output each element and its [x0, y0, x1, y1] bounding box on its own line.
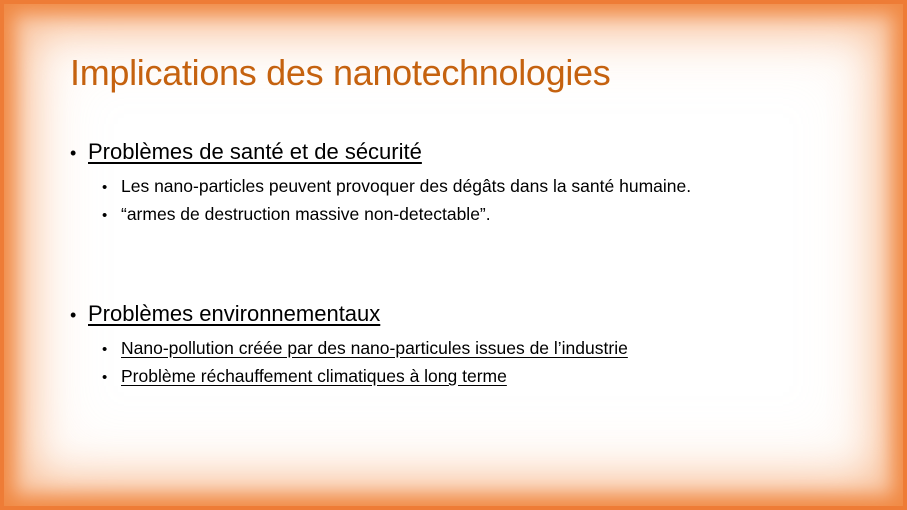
sub-bullet-list: [70, 172, 691, 228]
bullet-item-level1: [70, 139, 691, 169]
bullet-dot-icon: •: [70, 305, 77, 325]
bullet-item-level2: [102, 334, 628, 362]
sub-bullet-list: [70, 334, 628, 390]
bullet-text: “armes de destruction massive non-detectable”.: [121, 204, 491, 224]
section-heading: Problèmes environnementaux: [88, 301, 381, 326]
bullet-dot-icon: •: [70, 143, 77, 163]
bullet-item-level1: [70, 301, 628, 331]
bullet-dot-icon: •: [102, 369, 108, 386]
slide-title: Implications des nanotechnologies: [70, 52, 611, 93]
bullet-text: Les nano-particles peuvent provoquer des dégâts dans la santé humaine.: [121, 176, 692, 196]
bullet-item-level2: [102, 362, 628, 390]
bullet-item-level2: [102, 172, 691, 200]
bullet-dot-icon: •: [102, 179, 108, 196]
bullet-dot-icon: •: [102, 207, 108, 224]
section-health-safety: [70, 139, 691, 228]
bullet-dot-icon: •: [102, 341, 108, 358]
section-heading: Problèmes de santé et de sécurité: [88, 139, 422, 164]
bullet-item-level2: [102, 200, 691, 228]
section-environment: [70, 301, 628, 390]
bullet-text: Problème réchauffement climatiques à long terme: [121, 366, 507, 386]
bullet-text: Nano-pollution créée par des nano-particules issues de l’industrie: [121, 338, 628, 358]
